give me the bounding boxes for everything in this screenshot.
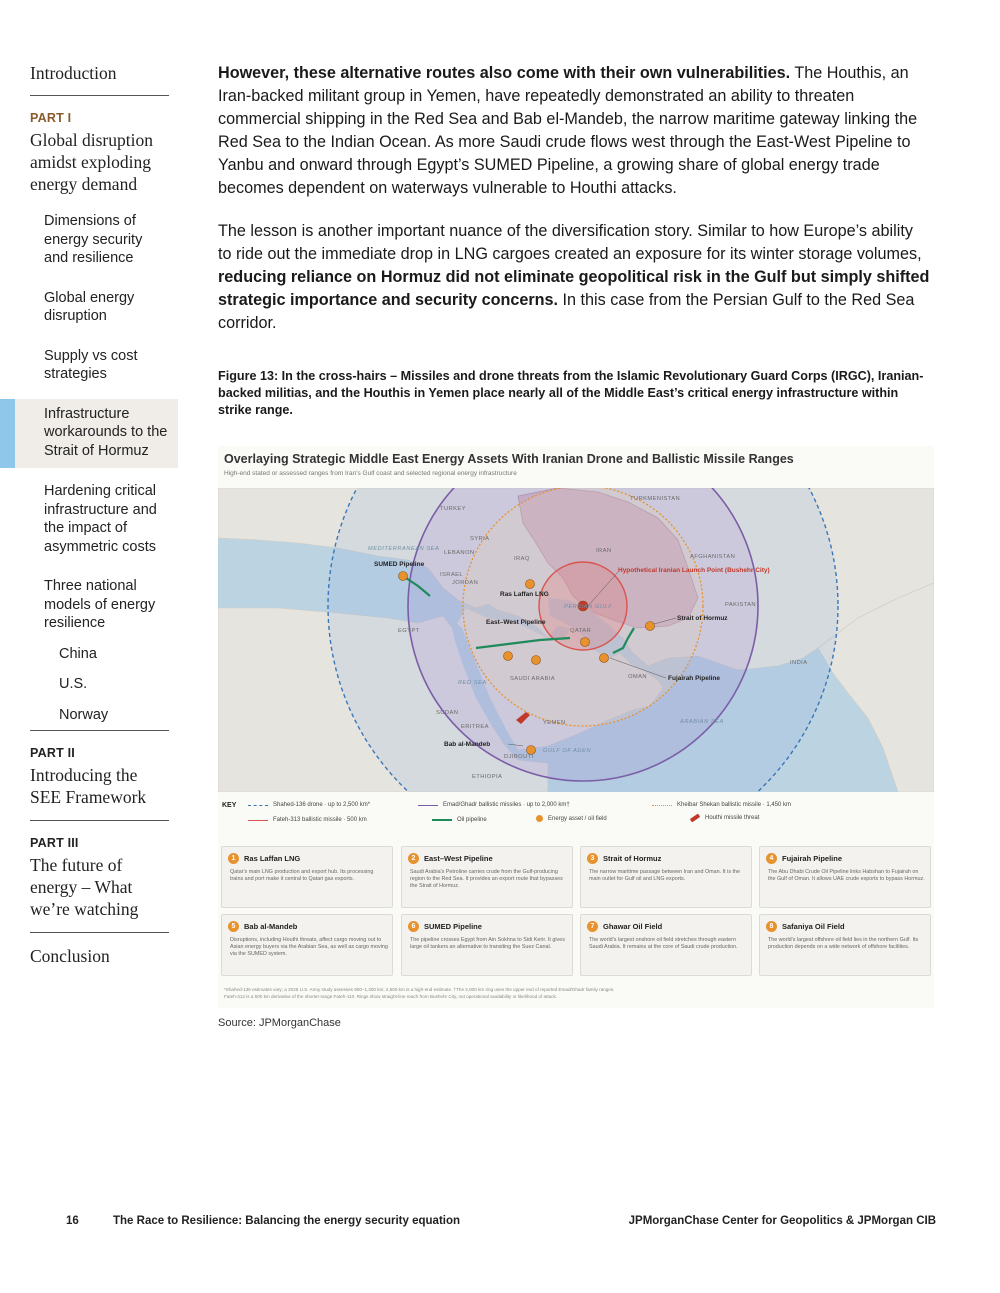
nav-item-dimensions[interactable]: Dimensions of energy security and resilience — [44, 213, 143, 266]
nav-part1-title[interactable]: Global disruption amidst exploding energy demand — [30, 130, 153, 194]
card-text: The narrow maritime passage between Iran and Oman. It is the main outlet for Gulf oil and LNG exports. — [589, 869, 741, 882]
key-swatch-missile — [690, 813, 700, 822]
paragraph-text: In this case from the Persian Gulf to the Red Sea corridor. — [218, 291, 915, 332]
label-turkmenistan: TURKMENISTAN — [630, 496, 681, 502]
label-syria: SYRIA — [470, 536, 490, 542]
card-text: The pipeline crosses Egypt from Ain Sokhna to Sidi Kerir. It gives large oil tankers an alternative to transiting the Suez Canal. — [410, 937, 565, 950]
callout-bab-al-mandeb: Bab al-Mandeb — [444, 741, 491, 748]
card-title: Strait of Hormuz — [603, 854, 662, 863]
label-djibouti: DJIBOUTI — [504, 754, 534, 760]
key-label: Houthi missile threat — [705, 815, 760, 821]
infographic-subtitle: High-end stated or assessed ranges from Iran's Gulf coast and selected regional energy infrastructure — [224, 470, 517, 477]
paragraph-text: The lesson is another important nuance of the diversification story. Similar to how Europe’s ability to ride out the immediate drop in LNG cargoes created an exposure for its winter storage volumes, — [218, 222, 922, 263]
asset-marker-safaniya — [581, 638, 590, 647]
key-asset — [536, 815, 607, 822]
label-israel: ISRAEL — [440, 572, 464, 578]
nav-part3-title[interactable]: The future of energy – What we’re watching — [30, 855, 139, 919]
nav-divider — [30, 820, 169, 821]
key-label: Kheibar Shekan ballistic missile · 1,450 km — [677, 802, 792, 808]
asset-card — [401, 914, 573, 976]
nav-part2-label: PART II — [30, 746, 75, 760]
asset-card — [221, 846, 393, 908]
card-title: Ras Laffan LNG — [244, 854, 301, 863]
card-number: 5 — [228, 921, 239, 932]
paragraph-lesson — [218, 220, 930, 335]
nav-item-global-disruption[interactable]: Global energy disruption — [44, 289, 135, 324]
asset-card — [221, 914, 393, 976]
figure-caption: Figure 13: In the cross-hairs – Missiles and drone threats from the Islamic Revolutionary Guard Corps (IRGC), Iranian-backed militias, and the Houthis in Yemen place nearly all of the Middle East’s critical energy infrastructure within strike range. — [218, 369, 924, 417]
card-title: East–West Pipeline — [424, 854, 493, 863]
asset-marker-east-west — [532, 656, 541, 665]
key-label: Fateh-313 ballistic missile · 500 km — [273, 817, 367, 823]
range-map-svg — [218, 488, 934, 792]
sidebar-nav — [0, 62, 178, 967]
label-oman: OMAN — [628, 674, 647, 680]
card-text: The world's largest onshore oil field stretches through eastern Saudi Arabia. It remains at the core of Saudi crude production. — [589, 937, 738, 950]
callout-strait-of-hormuz: Strait of Hormuz — [677, 615, 728, 622]
nav-item-national-models[interactable]: Three national models of energy resilience — [44, 578, 156, 631]
range-map — [218, 488, 934, 792]
asset-marker-fujairah — [600, 654, 609, 663]
label-iraq: IRAQ — [514, 556, 530, 562]
infographic — [218, 446, 934, 1008]
organization-name: JPMorganChase Center for Geopolitics & JPMorgan CIB — [628, 1215, 936, 1227]
card-title: SUMED Pipeline — [424, 922, 482, 931]
asset-marker-hormuz — [646, 622, 655, 631]
nav-part1-label: PART I — [30, 111, 72, 125]
callout-fujairah-pipeline: Fujairah Pipeline — [668, 675, 721, 682]
label-pakistan: PAKISTAN — [725, 602, 757, 608]
asset-marker-ras-laffan — [526, 580, 535, 589]
key-label: Shahed-136 drone · up to 2,500 km* — [273, 802, 371, 808]
asset-card — [580, 914, 752, 976]
paragraph-lead-bold: However, these alternative routes also come with their own vulnerabilities. — [218, 64, 791, 82]
infographic-footnote — [224, 986, 924, 1000]
asset-card — [580, 846, 752, 908]
label-jordan: JORDAN — [452, 580, 479, 586]
footnote-line: *Shahed-136 estimates vary; a 2025 U.S. Army study assesses 900–1,300 km; 2,500 km is a high-end estimate. †The 2,000 km ring uses the upper end of reported Emad/Ghadr family ranges. — [224, 987, 615, 992]
label-yemen: YEMEN — [543, 720, 566, 726]
card-number: 7 — [587, 921, 598, 932]
nav-divider — [30, 932, 169, 933]
label-egypt: EGYPT — [398, 628, 420, 634]
card-number: 8 — [766, 921, 777, 932]
card-number: 3 — [587, 853, 598, 864]
label-saudi-arabia: SAUDI ARABIA — [510, 676, 556, 682]
nav-item-hardening[interactable]: Hardening critical infrastructure and the impact of asymmetric costs — [44, 483, 157, 555]
label-sudan: SUDAN — [436, 710, 459, 716]
figure-source: Source: JPMorganChase — [218, 1017, 341, 1029]
key-label: Oil pipeline — [457, 817, 487, 823]
label-afghanistan: AFGHANISTAN — [690, 554, 736, 560]
card-number: 2 — [408, 853, 419, 864]
document-title: The Race to Resilience: Balancing the energy security equation — [113, 1215, 461, 1227]
main-content — [218, 62, 930, 335]
card-number: 4 — [766, 853, 777, 864]
key-swatch-purple — [418, 805, 438, 806]
key-houthi — [690, 815, 759, 821]
asset-card — [401, 846, 573, 908]
nav-item-infrastructure-workarounds[interactable]: Infrastructure workarounds to the Strait of Hormuz — [0, 399, 178, 469]
paragraph-vulnerabilities — [218, 62, 930, 200]
label-india: INDIA — [790, 660, 808, 666]
infographic-title: Overlaying Strategic Middle East Energy Assets With Iranian Drone and Ballistic Missile Ranges — [224, 452, 794, 466]
page-number: 16 — [66, 1215, 79, 1227]
card-text: The world's largest offshore oil field lies in the northern Gulf. Its production depends on a wide network of offshore facilities. — [768, 937, 919, 950]
card-text: The Abu Dhabi Crude Oil Pipeline links Habshan to Fujairah on the Gulf of Oman. It allows UAE crude exports to bypass Hormuz. — [768, 869, 925, 882]
card-title: Ghawar Oil Field — [603, 922, 663, 931]
key-label: Emad/Ghadr ballistic missiles · up to 2,000 km† — [443, 802, 570, 808]
label-qatar: QATAR — [570, 628, 592, 634]
card-title: Fujairah Pipeline — [782, 854, 843, 863]
nav-subitem-norway[interactable]: Norway — [59, 706, 109, 723]
key-emad — [418, 802, 570, 808]
label-arabian-sea: ARABIAN SEA — [680, 719, 724, 725]
nav-subitem-china[interactable]: China — [59, 645, 97, 662]
key-label: Energy asset / oil field — [548, 815, 607, 822]
footnote-line: Fateh-313 is a 500 km derivative of the shorter-range Fateh-110. Rings show straight-line reach from Bushehr City, not operational availability or likelihood of attack. — [224, 994, 558, 999]
asset-card — [759, 914, 931, 976]
nav-introduction[interactable]: Introduction — [30, 63, 117, 83]
card-text: Qatar's main LNG production and export hub. Its processing trains and port make it central to Qatari gas exports. — [230, 869, 374, 882]
label-gulf-of-aden: GULF OF ADEN — [543, 748, 592, 754]
key-swatch-blue-dashed — [248, 805, 268, 806]
label-persian-gulf: PERSIAN GULF — [564, 604, 613, 610]
callout-launch-point: Hypothetical Iranian Launch Point (Bushehr City) — [618, 567, 770, 574]
label-red-sea: RED SEA — [458, 680, 487, 686]
asset-card — [759, 846, 931, 908]
label-mediterranean: MEDITERRANEAN SEA — [368, 546, 440, 552]
card-number: 1 — [228, 853, 239, 864]
key-title: KEY — [222, 802, 237, 809]
key-swatch-green — [432, 819, 452, 821]
card-number: 6 — [408, 921, 419, 932]
key-shahed — [248, 802, 370, 808]
nav-part3-label: PART III — [30, 836, 79, 850]
paragraph-text: The Houthis, an Iran-backed militant group in Yemen, have repeatedly demonstrated an ability to threaten commercial shipping in the Red Sea and Bab el-Mandeb, the narrow maritime gateway linking the Red Sea to the Indian Ocean. As more Saudi crude flows west through the East-West Pipeline to Yanbu and onward through Egypt’s SUMED Pipeline, a growing share of global energy trade becomes dependent on waterways vulnerable to Houthi attacks. — [218, 64, 918, 197]
label-lebanon: LEBANON — [444, 550, 475, 556]
callout-ras-laffan: Ras Laffan LNG — [500, 591, 549, 598]
nav-conclusion[interactable]: Conclusion — [30, 946, 110, 966]
label-eritrea: ERITREA — [461, 724, 489, 730]
label-iran: IRAN — [596, 548, 612, 554]
asset-marker-sumed — [399, 572, 408, 581]
nav-divider — [30, 730, 169, 731]
card-text: Disruptions, including Houthi threats, affect cargo moving out to Asian energy buyers via the Arabian Sea, as well as cargo moving via the SUMED system. — [230, 937, 388, 957]
key-kheibar — [652, 802, 791, 808]
nav-item-supply-vs-cost[interactable]: Supply vs cost strategies — [44, 347, 138, 382]
key-fateh — [248, 817, 367, 823]
callout-east-west-pipeline: East–West Pipeline — [486, 619, 546, 626]
key-swatch-asset-dot — [536, 815, 543, 822]
card-title: Bab al-Mandeb — [244, 922, 298, 931]
key-swatch-orange-dotted — [652, 805, 672, 806]
nav-part2-title[interactable]: Introducing the SEE Framework — [30, 765, 147, 807]
nav-subitem-us[interactable]: U.S. — [59, 676, 88, 692]
card-text: Saudi Arabia's Petroline carries crude from the Gulf-producing region to the Red Sea. It provides an export route that bypasses the Strait of Hormuz. — [410, 869, 563, 889]
asset-marker-ghawar — [504, 652, 513, 661]
key-swatch-red — [248, 820, 268, 821]
label-ethiopia: ETHIOPIA — [472, 774, 503, 780]
callout-sumed-pipeline: SUMED Pipeline — [374, 561, 425, 568]
page-footer — [0, 1215, 1000, 1231]
map-key — [222, 800, 930, 828]
label-turkey: TURKEY — [440, 506, 466, 512]
key-pipeline — [432, 817, 487, 823]
nav-divider — [30, 95, 169, 96]
card-title: Safaniya Oil Field — [782, 922, 845, 931]
paragraph-emphasis: reducing reliance on Hormuz did not eliminate geopolitical risk in the Gulf but simply shifted strategic importance and security concerns. — [218, 268, 930, 309]
